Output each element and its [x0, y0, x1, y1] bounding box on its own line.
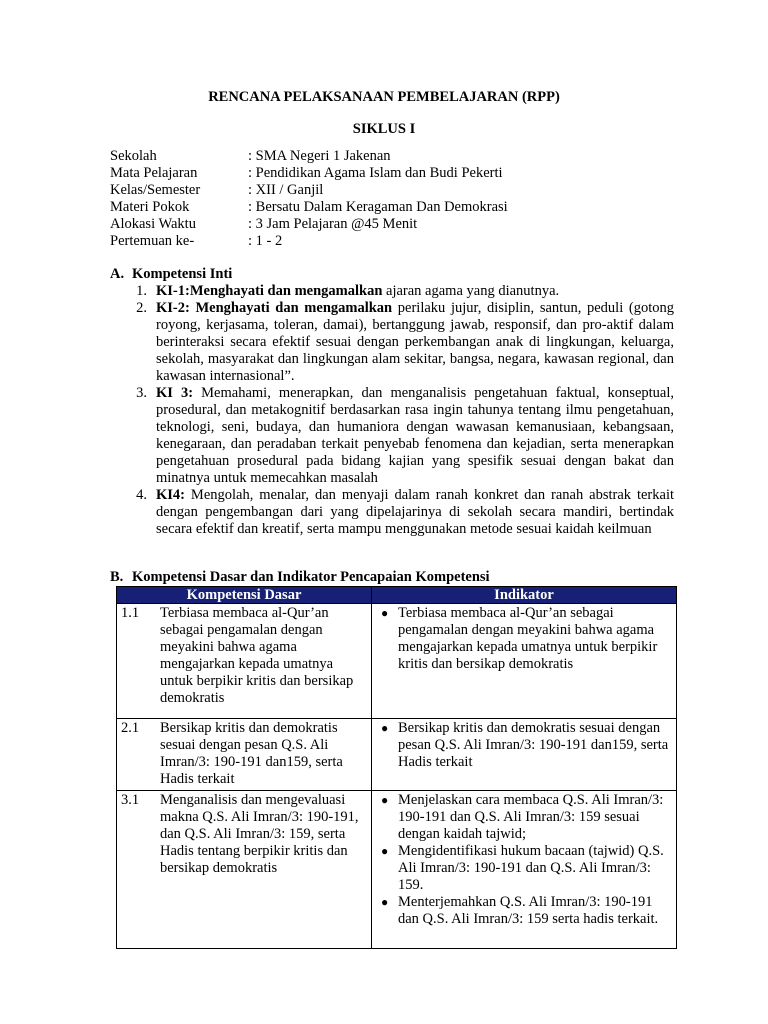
- ki-label: KI-1:Menghayati dan mengamalkan: [156, 283, 383, 299]
- list-item: [110, 487, 674, 538]
- list-item-text: [156, 283, 674, 300]
- list-item-text: [156, 487, 674, 538]
- bullet-dot-icon: ●: [381, 721, 389, 735]
- identity-value: : Pendidikan Agama Islam dan Budi Pekerti: [248, 165, 503, 181]
- list-number: 2.: [136, 300, 147, 316]
- indicator-text: Menjelaskan cara membaca Q.S. Ali Imran/3: 190-191 dan Q.S. Ali Imran/3: 159 sesuai dengan kaidah tajwid;: [398, 792, 664, 842]
- list-item-text: [156, 385, 674, 487]
- indicator-cell: [372, 719, 677, 791]
- bullet-dot-icon: ●: [381, 895, 389, 909]
- identity-label: Alokasi Waktu: [110, 216, 196, 232]
- identity-row: [110, 233, 670, 250]
- identity-value: : 3 Jam Pelajaran @45 Menit: [248, 216, 418, 232]
- table-row: [117, 604, 677, 719]
- identity-row: [110, 148, 670, 165]
- indicator-text: Bersikap kritis dan demokratis sesuai dengan pesan Q.S. Ali Imran/3: 190-191 dan159, serta Hadis terkait: [398, 720, 669, 770]
- ki-description: ajaran agama yang dianutnya.: [382, 283, 560, 299]
- table-header-row: [117, 587, 677, 604]
- kd-code: 1.1: [121, 605, 140, 621]
- kd-cell: [117, 719, 372, 791]
- indicator-list: [376, 605, 672, 673]
- kd-code: 2.1: [121, 720, 140, 736]
- kd-cell: [117, 604, 372, 719]
- indicator-list: [376, 792, 672, 928]
- section-letter: B.: [110, 569, 124, 585]
- indicator-item: [376, 720, 672, 771]
- bullet-dot-icon: ●: [381, 793, 389, 807]
- section-letter: A.: [110, 266, 125, 282]
- indicator-item: [376, 792, 672, 843]
- ki-label: KI4:: [156, 487, 185, 503]
- ki-description: Mengolah, menalar, dan menyaji dalam ranah konkret dan ranah abstrak terkait dengan pengembangan dari yang dipelajarinya di sekolah secara mandiri, bertindak secara efektif dan kreatif, serta mampu menggunakan metode sesuai kaidah keilmuan: [156, 487, 674, 537]
- identity-row: [110, 165, 670, 182]
- kd-cell: [117, 791, 372, 949]
- identity-label: Pertemuan ke-: [110, 233, 195, 249]
- document-title: RENCANA PELAKSANAAN PEMBELAJARAN (RPP): [208, 89, 560, 105]
- bullet-dot-icon: ●: [381, 606, 389, 620]
- list-item: [110, 283, 674, 300]
- kd-text: Menganalisis dan mengevaluasi makna Q.S. Ali Imran/3: 190-191, dan Q.S. Ali Imran/3: 159, serta Hadis tentang berpikir kritis dan bersikap demokratis: [160, 792, 359, 876]
- column-header-kompetensi-dasar: Kompetensi Dasar: [117, 587, 372, 604]
- identity-value: : 1 - 2: [248, 233, 283, 249]
- indicator-item: [376, 843, 672, 894]
- indicator-item: [376, 605, 672, 673]
- ki-description: Memahami, menerapkan, dan menganalisis pengetahuan faktual, konseptual, prosedural, dan metakognitif berdasarkan rasa ingin tahunya tentang ilmu pengetahuan, teknologi, seni, budaya, dan humaniora dengan wawasan kemanusiaan, kebangsaan, kenegaraan, dan peradaban terkait penyebab fenomena dan kejadian, serta menerapkan pengetahuan prosedural pada bidang kajian yang spesifik sesuai dengan bakat dan minatnya untuk memecahkan masalah: [156, 385, 674, 486]
- identity-value: : SMA Negeri 1 Jakenan: [248, 148, 391, 164]
- indicator-cell: [372, 791, 677, 949]
- list-item: [110, 385, 674, 487]
- identity-value: : XII / Ganjil: [248, 182, 324, 198]
- identity-label: Sekolah: [110, 148, 157, 164]
- list-item-text: [156, 300, 674, 385]
- indicator-text: Mengidentifikasi hukum bacaan (tajwid) Q.S. Ali Imran/3: 190-191 dan Q.S. Ali Imran/3: 159.: [398, 843, 664, 893]
- indicator-cell: [372, 604, 677, 719]
- identity-value: : Bersatu Dalam Keragaman Dan Demokrasi: [248, 199, 508, 215]
- kd-code: 3.1: [121, 792, 140, 808]
- section-heading: [110, 266, 674, 283]
- list-number: 1.: [136, 283, 147, 299]
- identity-row: [110, 216, 670, 233]
- table-row: [117, 791, 677, 949]
- identity-label: Materi Pokok: [110, 199, 190, 215]
- section-heading: [110, 569, 674, 586]
- identity-label: Kelas/Semester: [110, 182, 201, 198]
- section-kompetensi-dasar: [110, 569, 674, 586]
- section-title: Kompetensi Inti: [132, 266, 233, 282]
- identity-row: [110, 182, 670, 199]
- list-number: 4.: [136, 487, 147, 503]
- list-item: [110, 300, 674, 385]
- section-title: Kompetensi Dasar dan Indikator Pencapaian Kompetensi: [132, 569, 490, 585]
- indicator-list: [376, 720, 672, 771]
- ki-list: [110, 283, 674, 538]
- ki-label: KI 3:: [156, 385, 194, 401]
- column-header-indikator: Indikator: [372, 587, 677, 604]
- indicator-text: Terbiasa membaca al-Qur’an sebagai pengamalan dengan meyakini bahwa agama mengajarkan kepada umatnya untuk berpikir kritis dan bersikap demokratis: [398, 605, 658, 672]
- identity-row: [110, 199, 670, 216]
- list-number: 3.: [136, 385, 147, 401]
- document-subtitle: SIKLUS I: [352, 121, 416, 137]
- indicator-item: [376, 894, 672, 928]
- table-row: [117, 719, 677, 791]
- kd-text: Terbiasa membaca al-Qur’an sebagai pengamalan dengan meyakini bahwa agama mengajarkan kepada umatnya untuk berpikir kritis dan bersikap demokratis: [160, 605, 354, 706]
- identity-block: [110, 148, 670, 250]
- competency-table: [116, 586, 677, 949]
- ki-description: perilaku jujur, disiplin, santun, peduli (gotong royong, kerjasama, toleran, damai), bertanggung jawab, responsif, dan pro-aktif dalam berinteraksi secara efektif sesuai dengan perkembangan anak di lingkungan, keluarga, sekolah, masyarakat dan lingkungan alam sekitar, bangsa, negara, kawasan regional, dan kawasan internasional”.: [156, 300, 674, 384]
- bullet-dot-icon: ●: [381, 844, 389, 858]
- ki-label: KI-2: Menghayati dan mengamalkan: [156, 300, 393, 316]
- section-kompetensi-inti: [110, 266, 674, 538]
- indicator-text: Menterjemahkan Q.S. Ali Imran/3: 190-191 dan Q.S. Ali Imran/3: 159 serta hadis terkait.: [398, 894, 659, 927]
- kd-text: Bersikap kritis dan demokratis sesuai dengan pesan Q.S. Ali Imran/3: 190-191 dan159, serta Hadis terkait: [160, 720, 343, 787]
- identity-label: Mata Pelajaran: [110, 165, 198, 181]
